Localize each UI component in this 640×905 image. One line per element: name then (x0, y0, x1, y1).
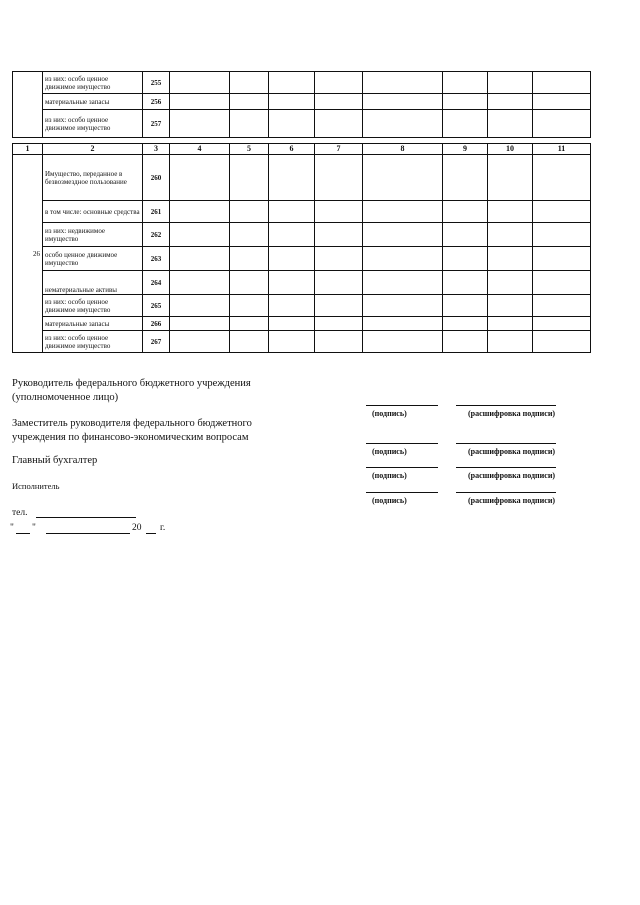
deputy-title-line2: учреждения по финансово-экономическим вопросам (12, 432, 249, 443)
column-number: 9 (443, 144, 488, 155)
table-row (13, 201, 591, 223)
row-code: 261 (143, 201, 170, 223)
row-label: из них: особо ценное движимое имущество (43, 331, 143, 353)
deputy-signature-line (366, 443, 438, 444)
row-label: из них: особо ценное движимое имущество (43, 72, 143, 94)
deputy-title-line1: Заместитель руководителя федерального бюджетного (12, 418, 252, 429)
row-number: 26 (13, 155, 43, 353)
row-label: в том числе: основные средства (43, 201, 143, 223)
phone-label: тел. (12, 508, 28, 518)
row-label: материальные запасы (43, 94, 143, 110)
date-year-line (146, 533, 156, 534)
chief-decoding-line (456, 467, 556, 468)
column-number: 5 (230, 144, 269, 155)
table-row (13, 223, 591, 247)
decoding-caption: (расшифровка подписи) (468, 447, 556, 456)
upper-table-fragment (12, 71, 591, 138)
column-number: 10 (488, 144, 533, 155)
table-row (13, 247, 591, 271)
decoding-caption: (расшифровка подписи) (468, 471, 556, 480)
row-label: из них: недвижимое имущество (43, 223, 143, 247)
executor-title: Исполнитель (12, 481, 60, 491)
signature-caption: (подпись) (372, 471, 407, 480)
column-number: 1 (13, 144, 43, 155)
table-row (13, 271, 591, 295)
table-row (13, 331, 591, 353)
head-decoding-line (456, 405, 556, 406)
row-code: 265 (143, 295, 170, 317)
column-number: 11 (533, 144, 591, 155)
row-code: 257 (143, 110, 170, 138)
column-numbers-header (13, 144, 591, 155)
row-label: особо ценное движимое имущество (43, 247, 143, 271)
deputy-decoding-line (456, 443, 556, 444)
row-code: 266 (143, 317, 170, 331)
row-code: 255 (143, 72, 170, 94)
row-label: из них: особо ценное движимое имущество (43, 110, 143, 138)
row-code: 260 (143, 155, 170, 201)
table-row (13, 110, 591, 138)
table-row (13, 295, 591, 317)
column-number: 8 (363, 144, 443, 155)
column-number: 7 (315, 144, 363, 155)
lower-table (12, 143, 591, 353)
column-number: 6 (269, 144, 315, 155)
row-code: 263 (143, 247, 170, 271)
signature-caption: (подпись) (372, 496, 407, 505)
head-title-line1: Руководитель федерального бюджетного учреждения (12, 378, 251, 389)
table-row (13, 317, 591, 331)
column-number: 4 (170, 144, 230, 155)
row-code: 262 (143, 223, 170, 247)
head-signature-line (366, 405, 438, 406)
decoding-caption: (расшифровка подписи) (468, 496, 556, 505)
column-number: 3 (143, 144, 170, 155)
date-quote-open: " (10, 523, 14, 533)
date-year-prefix: 20 (132, 523, 142, 533)
executor-signature-line (366, 492, 438, 493)
row-code: 264 (143, 271, 170, 295)
row-label: нематериальные активы (43, 271, 143, 295)
signature-caption: (подпись) (372, 409, 407, 418)
executor-decoding-line (456, 492, 556, 493)
decoding-caption: (расшифровка подписи) (468, 409, 556, 418)
date-month-line (46, 533, 130, 534)
row-label: материальные запасы (43, 317, 143, 331)
chief-signature-line (366, 467, 438, 468)
row-label: Имущество, переданное в безвозмездное пользование (43, 155, 143, 201)
table-row (13, 72, 591, 94)
column-number: 2 (43, 144, 143, 155)
row-code: 256 (143, 94, 170, 110)
row-number-cell (13, 72, 43, 138)
phone-line (36, 517, 136, 518)
table-row (13, 94, 591, 110)
date-quote-close: " (32, 523, 36, 533)
head-title-line2: (уполномоченное лицо) (12, 392, 119, 403)
date-day-line (16, 533, 30, 534)
row-label: из них: особо ценное движимое имущество (43, 295, 143, 317)
table-row (13, 155, 591, 201)
date-year-suffix: г. (160, 523, 166, 533)
row-code: 267 (143, 331, 170, 353)
signature-caption: (подпись) (372, 447, 407, 456)
chief-accountant-title: Главный бухгалтер (12, 455, 98, 466)
